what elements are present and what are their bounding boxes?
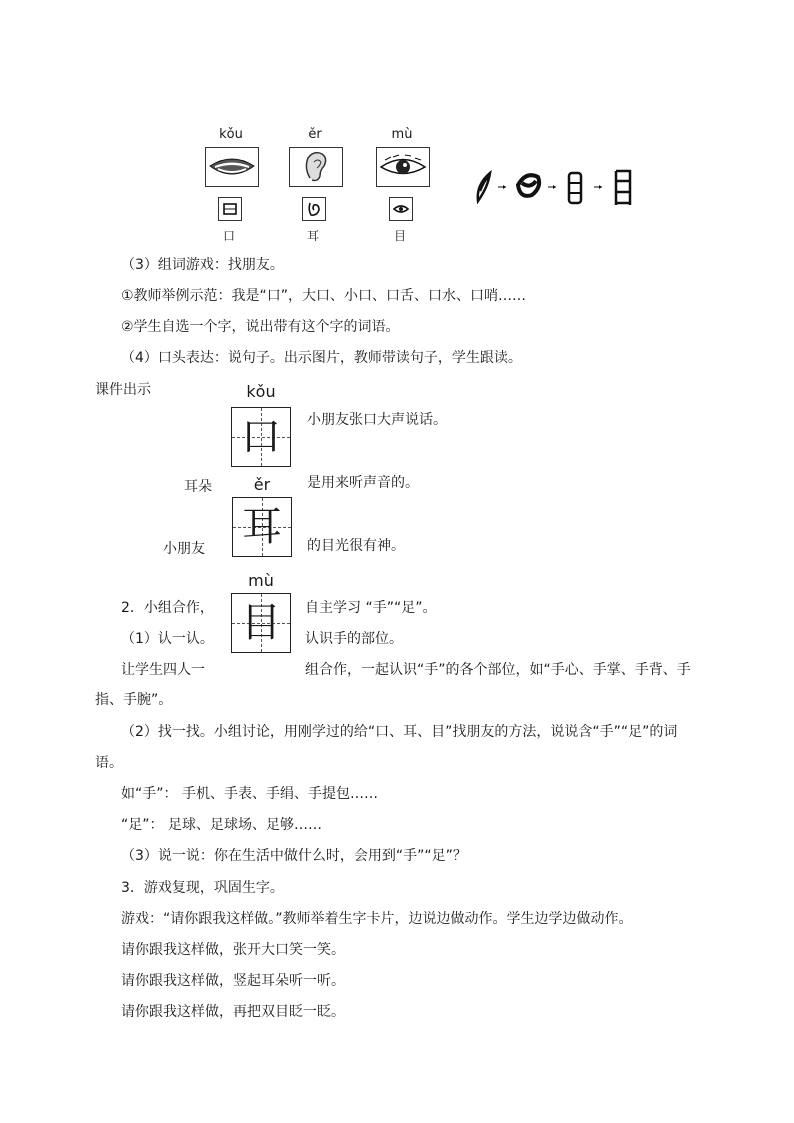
char-kou: 口 xyxy=(241,414,281,460)
para-group-work: 2．小组合作， xyxy=(121,600,214,616)
para-four-students: 让学生四人一 xyxy=(121,662,205,678)
card-pinyin-kou: kǒu xyxy=(246,382,276,401)
sentence-mu-left: 小朋友 xyxy=(163,541,205,557)
para-say: （3）说一说：你在生活中做什么时，会用到“手”“足”？ xyxy=(121,848,467,864)
para-zu-words: “足”： 足球、足球场、足够…… xyxy=(121,817,322,833)
sentence-kou: 小朋友张口大声说话。 xyxy=(307,412,447,428)
char-card-kou xyxy=(231,407,291,467)
para-recognize: （1）认一认。 xyxy=(121,631,214,647)
para-oral-expression: （4）口头表达：说句子。出示图片，教师带读句子，学生跟读。 xyxy=(121,350,522,366)
courseware-label: 课件出示 xyxy=(95,382,151,398)
ear-picture xyxy=(289,147,343,187)
caption-kou: 口 xyxy=(222,229,235,243)
para-rhyme-2: 请你跟我这样做，竖起耳朵听一听。 xyxy=(121,973,345,989)
para-word-game: （3）组词游戏：找朋友。 xyxy=(121,257,284,273)
para-recognize-right: 认识手的部位。 xyxy=(305,631,403,647)
caption-mu: 目 xyxy=(393,229,406,243)
mu-evolution-diagram xyxy=(470,163,640,213)
para-rhyme-1: 请你跟我这样做，张开大口笑一笑。 xyxy=(121,942,345,958)
char-er: 耳 xyxy=(242,504,282,550)
char-card-er xyxy=(232,497,292,557)
para-four-students-cont: 指、手腕”。 xyxy=(95,692,173,708)
caption-er: 耳 xyxy=(306,229,319,243)
para-four-students-right: 组合作，一起认识“手”的各个部位，如“手心、手掌、手背、手 xyxy=(305,662,691,678)
para-rhyme-3: 请你跟我这样做，再把双目眨一眨。 xyxy=(121,1004,345,1020)
card-pinyin-mu: mù xyxy=(248,571,274,590)
para-game-desc: 游戏：“请你跟我这样做。”教师举着生字卡片，边说边做动作。学生边学边做动作。 xyxy=(121,911,633,927)
ancient-kou-glyph xyxy=(218,197,242,221)
pinyin-er: ěr xyxy=(308,127,322,142)
para-group-work-right: 自主学习 “手”“足”。 xyxy=(305,600,437,616)
para-teacher-demo: ①教师举例示范：我是“口”，大口、小口、口舌、口水、口哨…… xyxy=(121,288,527,304)
para-find: （2）找一找。小组讨论，用刚学过的给“口、耳、目”找朋友的方法，说说含“手”“足”的词 xyxy=(121,724,678,740)
ancient-er-glyph xyxy=(302,197,326,221)
eye-picture xyxy=(376,147,430,187)
para-student-choose: ②学生自选一个字，说出带有这个字的词语。 xyxy=(121,319,400,335)
pinyin-mu: mù xyxy=(391,127,413,142)
sentence-er-left: 耳朵 xyxy=(184,479,212,495)
sentence-er-right: 是用来听声音的。 xyxy=(307,475,419,491)
card-pinyin-er: ěr xyxy=(253,475,271,494)
mouth-picture xyxy=(205,147,259,187)
para-game-review: 3．游戏复现，巩固生字。 xyxy=(121,880,284,896)
pinyin-kou: kǒu xyxy=(219,127,243,142)
char-card-mu xyxy=(231,593,291,653)
para-find-cont: 语。 xyxy=(95,755,123,771)
ancient-mu-glyph xyxy=(389,197,413,221)
sentence-mu-right: 的目光很有神。 xyxy=(307,538,405,554)
char-mu: 目 xyxy=(241,600,281,646)
para-shou-words: 如“手”： 手机、手表、手绢、手提包…… xyxy=(121,786,378,802)
